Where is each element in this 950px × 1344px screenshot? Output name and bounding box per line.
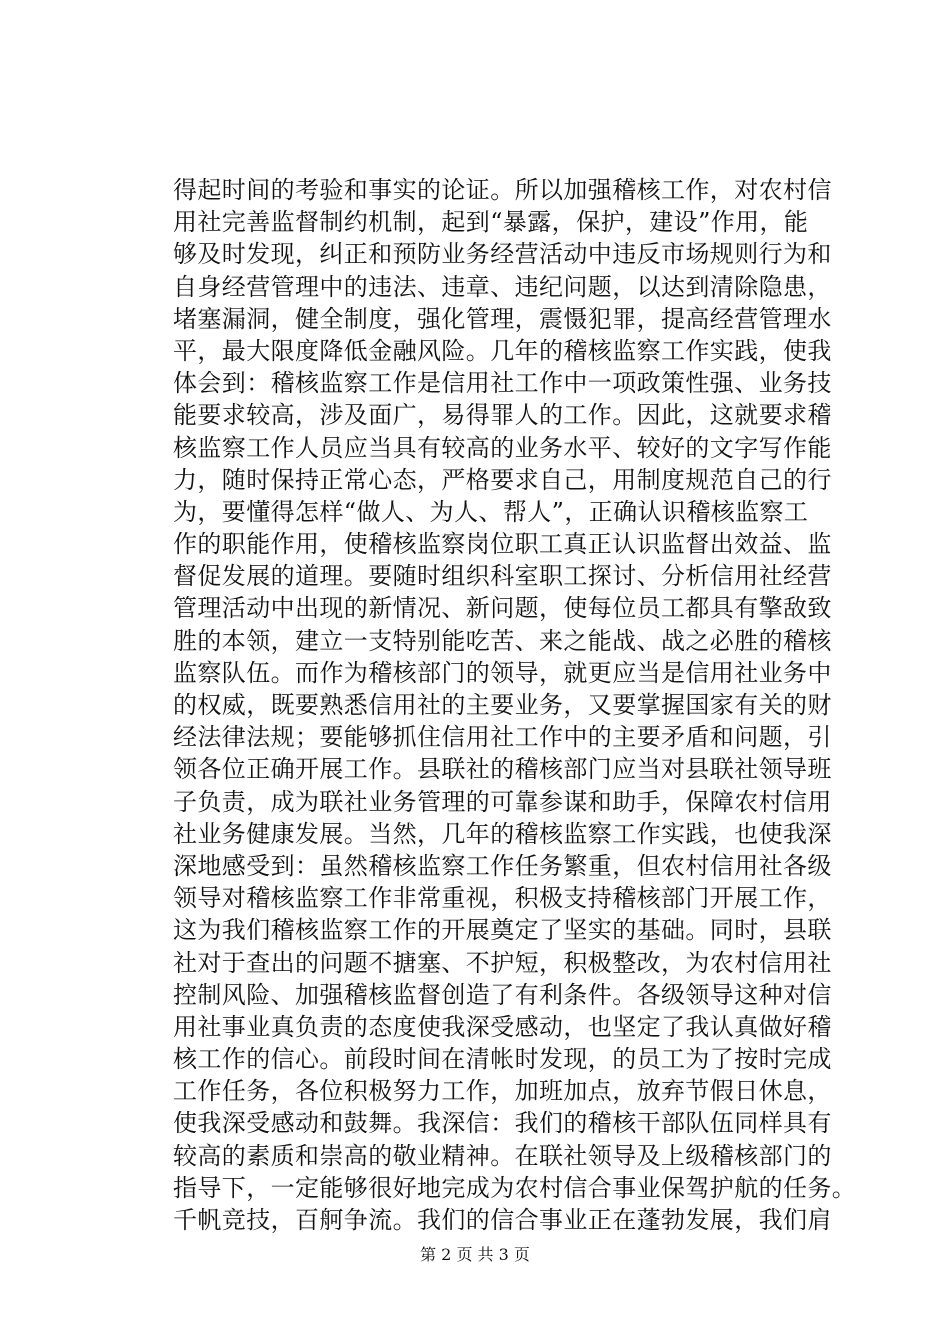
text-line: 的权威，既要熟悉信用社的主要业务，又要掌握国家有关的财 — [173, 691, 832, 719]
text-line: 监察队伍。而作为稽核部门的领导，就更应当是信用社业务中 — [173, 658, 832, 687]
text-line: 较高的素质和崇高的敬业精神。在联社领导及上级稽核部门的 — [173, 1141, 832, 1170]
text-line: 胜的本领，建立一支特别能吃苦、来之能战、战之必胜的稽核 — [173, 626, 832, 655]
text-line: 千帆竞技，百舸争流。我们的信合事业正在蓬勃发展，我们肩 — [173, 1206, 832, 1234]
page-number-label: 第 2 页 共 3 页 — [420, 1245, 530, 1264]
page-footer — [0, 1245, 950, 1265]
text-line: 社业务健康发展。当然，几年的稽核监察工作实践，也使我深 — [173, 819, 832, 848]
text-line: 作的职能作用，使稽核监察岗位职工真正认识监督出效益、监 — [173, 530, 832, 559]
text-line: 指导下，一定能够很好地完成为农村信合事业保驾护航的任务。 — [173, 1173, 857, 1202]
text-line: 社对于查出的问题不搪塞、不护短，积极整改，为农村信用社 — [173, 948, 832, 977]
text-line: 为，要懂得怎样“做人、为人、帮人”，正确认识稽核监察工 — [173, 497, 809, 526]
text-line: 用社完善监督制约机制，起到“暴露，保护，建设”作用，能 — [173, 208, 809, 237]
text-line: 平，最大限度降低金融风险。几年的稽核监察工作实践，使我 — [173, 336, 832, 365]
text-line: 控制风险、加强稽核监督创造了有利条件。各级领导这种对信 — [173, 980, 832, 1009]
text-line: 用社事业真负责的态度使我深受感动，也坚定了我认真做好稽 — [173, 1012, 832, 1041]
text-line: 这为我们稽核监察工作的开展奠定了坚实的基础。同时，县联 — [173, 916, 832, 945]
text-line: 够及时发现，纠正和预防业务经营活动中违反市场规则行为和 — [173, 240, 832, 269]
text-line: 工作任务，各位积极努力工作，加班加点，放弃节假日休息， — [173, 1077, 832, 1106]
text-line: 管理活动中出现的新情况、新问题，使每位员工都具有擎敌致 — [173, 594, 832, 623]
text-line: 领各位正确开展工作。县联社的稽核部门应当对县联社领导班 — [173, 755, 832, 784]
text-line: 体会到：稽核监察工作是信用社工作中一项政策性强、业务技 — [173, 369, 832, 398]
body-paragraph — [173, 174, 873, 1236]
text-line: 核监察工作人员应当具有较高的业务水平、较好的文字写作能 — [173, 433, 832, 462]
text-line: 使我深受感动和鼓舞。我深信：我们的稽核干部队伍同样具有 — [173, 1109, 832, 1138]
text-line: 自身经营管理中的违法、违章、违纪问题，以达到清除隐患， — [173, 272, 832, 301]
text-line: 经法律法规；要能够抓住信用社工作中的主要矛盾和问题，引 — [173, 723, 832, 752]
text-line: 得起时间的考验和事实的论证。所以加强稽核工作，对农村信 — [173, 176, 832, 204]
text-line: 督促发展的道理。要随时组织科室职工探讨、分析信用社经营 — [173, 562, 832, 591]
text-line: 堵塞漏洞，健全制度，强化管理，震慑犯罪，提高经营管理水 — [173, 304, 832, 333]
text-line: 核工作的信心。前段时间在清帐时发现，的员工为了按时完成 — [173, 1045, 832, 1074]
text-line: 深地感受到：虽然稽核监察工作任务繁重，但农村信用社各级 — [173, 851, 832, 880]
text-line: 能要求较高，涉及面广，易得罪人的工作。因此，这就要求稽 — [173, 401, 832, 430]
text-line: 领导对稽核监察工作非常重视，积极支持稽核部门开展工作， — [173, 884, 832, 913]
text-line: 力，随时保持正常心态，严格要求自己，用制度规范自己的行 — [173, 465, 832, 494]
text-line: 子负责，成为联社业务管理的可靠参谋和助手，保障农村信用 — [173, 787, 832, 816]
